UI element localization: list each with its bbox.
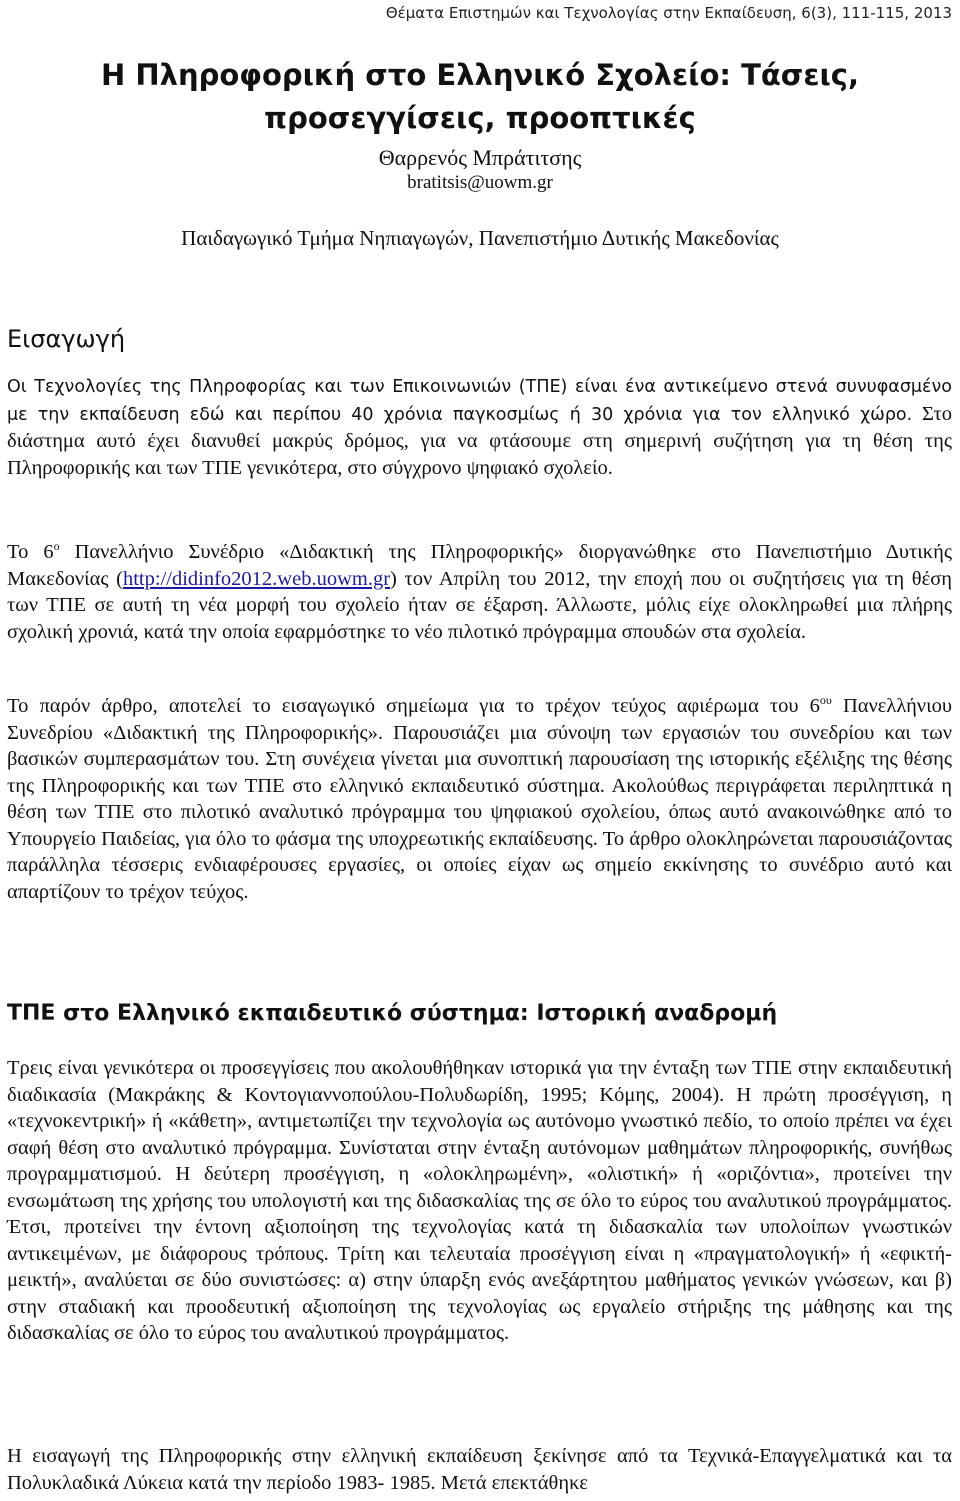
intro-paragraph-1 — [7, 373, 952, 481]
intro-paragraph-1-sans: Οι Τεχνολογίες της Πληροφορίας και των Επικοινωνιών (ΤΠΕ) είναι ένα αντικείμενο στενά συνυφασμένο με την εκπαίδευση εδώ και περίπου 40 χρόνια παγκοσμίως ή 30 χρόνια για τον ελληνικό χώρο. — [7, 377, 952, 425]
title-line-2: προσεγγίσεις, προοπτικές — [264, 101, 696, 135]
p2-text-a: Το 6 — [7, 541, 54, 563]
section-heading-history: ΤΠΕ στο Ελληνικό εκπαιδευτικό σύστημα: Ιστορική αναδρομή — [7, 1001, 778, 1026]
conference-website-link[interactable]: http://didinfo2012.web.uowm.gr — [122, 567, 391, 590]
ordinal-superscript: ο — [53, 539, 60, 553]
ordinal-superscript: ου — [819, 693, 832, 707]
p3-text-b: Πανελλήνιου Συνεδρίου «Διδακτική της Πληροφορικής». Παρουσιάζει μια σύνοψη των εργασιών του συνεδρίου και των βασικών συμπερασμάτων του. Στη συνέχεια γίνεται μια συνοπτική παρουσίαση της ιστορικής εξέλιξης της θέσης της Πληροφορικής και των ΤΠΕ στο ελληνικό εκπαιδευτικό σύστημα. Ακολούθως περιγράφεται περιληπτικά η θέση των ΤΠΕ στο πιλοτικό αναλυτικό πρόγραμμα του ψηφιακού σχολείου, όπως αυτό ανακοινώθηκε από το Υπουργείο Παιδείας, για όλο το φάσμα της υποχρεωτικής εκπαίδευσης. Το άρθρο ολοκληρώνεται παρουσιάζοντας παράλληλα τέσσερις ενδιαφέρουσες εργασίες, οι οποίες είχαν ως σημείο εκκίνησης το συνέδριο αυτό και απαρτίζουν το τρέχον τεύχος. — [7, 695, 952, 903]
p2-text-c: ) τον Απρίλη του 2012, την εποχή που οι συζητήσεις για τη θέση των ΤΠΕ σε αυτή τη νέα μορφή του σχολείο ήταν σε έξαρση. Άλλωστε, μόλις είχε ολοκληρωθεί μια πλήρης σχολική χρονιά, κατά την οποία εφαρμόστηκε το νέο πιλοτικό πρόγραμμα σπουδών στα σχολεία. — [7, 567, 952, 643]
intro-paragraph-2 — [7, 539, 952, 645]
intro-paragraph-3 — [7, 693, 952, 905]
article-title — [0, 54, 960, 140]
journal-running-head: Θέματα Επιστημών και Τεχνολογίας στην Εκπαίδευση, 6(3), 111-115, 2013 — [385, 4, 952, 22]
intro-heading: Εισαγωγή — [7, 325, 126, 353]
intro-paragraph-1-serif: Στο διάστημα αυτό έχει διανυθεί μακρύς δρόμος, για να φτάσουμε στη σημερινή συζήτηση για τη θέση της Πληροφορικής και των ΤΠΕ γενικότερα, στο σύγχρονο ψηφιακό σχολείο. — [7, 402, 953, 479]
p3-text-a: Το παρόν άρθρο, αποτελεί το εισαγωγικό σημείωμα για το τρέχον τεύχος αφιέρωμα του 6 — [7, 695, 820, 717]
author-email: bratitsis@uowm.gr — [407, 172, 553, 193]
title-line-1: Η Πληροφορική στο Ελληνικό Σχολείο: Τάσεις, — [100, 58, 860, 92]
p2-text-b: Πανελλήνιο Συνέδριο «Διδακτική της Πληροφορικής» διοργανώθηκε στο Πανεπιστήμιο Δυτικής Μακεδονίας ( — [7, 541, 952, 590]
history-paragraph-1: Τρεις είναι γενικότερα οι προσεγγίσεις που ακολουθήθηκαν ιστορικά για την ένταξη των ΤΠΕ στην εκπαιδευτική διαδικασία (Μακράκης & Κοντογιαννοπούλου-Πολυδωρίδη, 1995; Κόμης, 2004). Η πρώτη προσέγγιση, η «τεχνοκεντρική» ή «κάθετη», αντιμετωπίζει την τεχνολογία ως αυτόνομο γνωστικό πεδίο, το οποίο πρέπει να έχει σαφή θέση στο αναλυτικό πρόγραμμα. Συνίσταται στην ένταξη αυτόνομων μαθημάτων πληροφορικής, συνήθως προγραμματισμού. Η δεύτερη προσέγγιση, η «ολοκληρωμένη», «ολιστική» ή «οριζόντια», προτείνει την ενσωμάτωση της χρήσης του υπολογιστή και της διδασκαλίας της σε όλο το εύρος του αναλυτικού προγράμματος. Έτσι, προτείνει την έντονη αξιοποίηση της τεχνολογίας κατά τη διδασκαλία των υπολοίπων γνωστικών αντικειμένων, με διάφορους τρόπους. Τρίτη και τελευταία προσέγγιση είναι η «πραγματολογική» ή «εφικτή-μεικτή», αναλύεται σε δύο συνιστώσες: α) στην ύπαρξη ενός ανεξάρτητου μαθήματος γενικών γνώσεων, και β) στην σταδιακή και προοδευτική αξιοποίηση της τεχνολογίας ως εργαλείο στήριξης της μάθησης και της διδασκαλίας σε όλο το εύρος του αναλυτικού προγράμματος. — [7, 1057, 952, 1344]
author-affiliation: Παιδαγωγικό Τμήμα Νηπιαγωγών, Πανεπιστήμιο Δυτικής Μακεδονίας — [181, 226, 779, 250]
author-name: Θαρρενός Μπράτιτσης — [378, 145, 582, 170]
history-paragraph-2: Η εισαγωγή της Πληροφορικής στην ελληνική εκπαίδευση ξεκίνησε από τα Τεχνικά-Επαγγελματικά και τα Πολυκλαδικά Λύκεια κατά την περίοδο 1983- 1985. Μετά επεκτάθηκε — [7, 1445, 952, 1494]
